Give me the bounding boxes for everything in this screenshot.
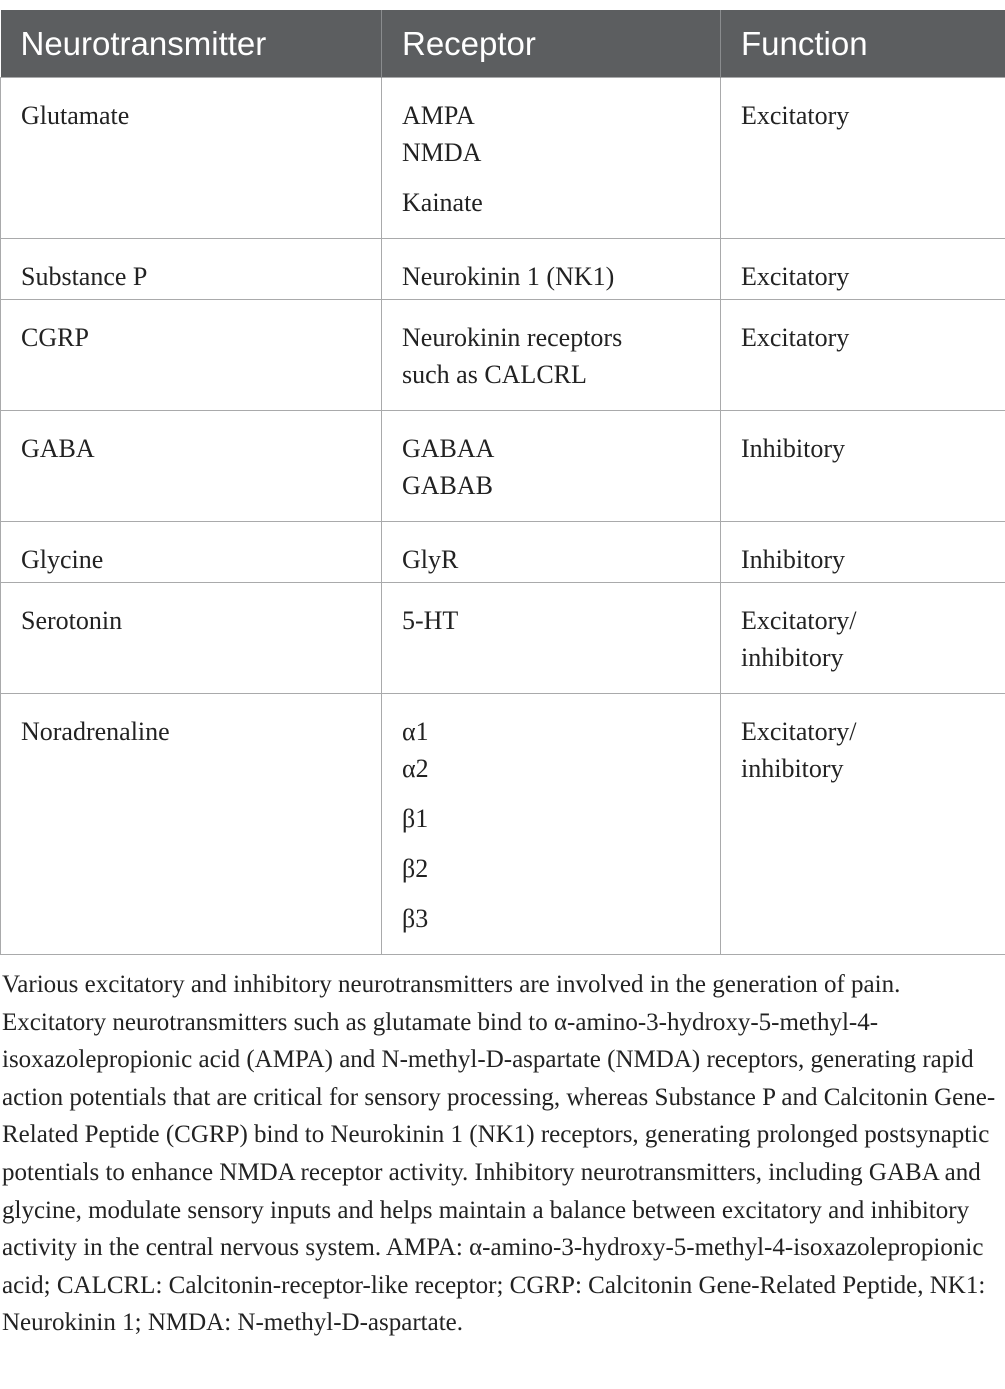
cell-neurotransmitter	[1, 522, 382, 583]
neurotransmitter-name: Glutamate	[21, 101, 130, 130]
table-body	[1, 78, 1005, 955]
receptor-name: β3	[402, 904, 429, 933]
receptor-name: AMPA	[402, 101, 475, 130]
cell-function	[721, 300, 1005, 411]
cell-function	[721, 583, 1005, 694]
header-row	[1, 10, 1005, 78]
cell-neurotransmitter	[1, 300, 382, 411]
receptor-name: such as CALCRL	[402, 360, 587, 389]
table-row	[1, 522, 1005, 583]
receptor-name: GABAA	[402, 434, 495, 463]
receptor-name: Kainate	[402, 188, 483, 217]
header-function: Function	[721, 10, 1005, 78]
cell-receptor	[382, 78, 721, 239]
cell-neurotransmitter	[1, 694, 382, 955]
table-row	[1, 411, 1005, 522]
neurotransmitter-name: GABA	[21, 434, 95, 463]
function-text: inhibitory	[741, 754, 844, 783]
cell-receptor	[382, 522, 721, 583]
neurotransmitter-name: CGRP	[21, 323, 89, 352]
cell-function	[721, 411, 1005, 522]
header-receptor: Receptor	[382, 10, 721, 78]
cell-function	[721, 239, 1005, 300]
function-text: Inhibitory	[741, 545, 845, 574]
cell-neurotransmitter	[1, 239, 382, 300]
receptor-name: GABAB	[402, 471, 494, 500]
neurotransmitter-name: Noradrenaline	[21, 717, 170, 746]
cell-function	[721, 694, 1005, 955]
cell-receptor	[382, 583, 721, 694]
cell-neurotransmitter	[1, 411, 382, 522]
function-text: Excitatory	[741, 323, 850, 352]
cell-neurotransmitter	[1, 583, 382, 694]
table-row	[1, 239, 1005, 300]
table-row	[1, 78, 1005, 239]
cell-function	[721, 522, 1005, 583]
cell-receptor	[382, 300, 721, 411]
cell-neurotransmitter	[1, 78, 382, 239]
neurotransmitter-name: Serotonin	[21, 606, 123, 635]
neurotransmitter-table	[0, 10, 1005, 955]
cell-receptor	[382, 239, 721, 300]
table-header	[1, 10, 1005, 78]
receptor-name: β1	[402, 804, 429, 833]
function-text: Excitatory/	[741, 606, 857, 635]
receptor-name: α1	[402, 717, 429, 746]
receptor-name: 5-HT	[402, 606, 459, 635]
cell-receptor	[382, 694, 721, 955]
function-text: Inhibitory	[741, 434, 845, 463]
neurotransmitter-name: Substance P	[21, 262, 148, 291]
table-footnote: Various excitatory and inhibitory neurotransmitters are involved in the generation of pain. Excitatory neurotransmitters such as glutamate bind to α-amino-3-hydroxy-5-methyl-4-isoxazolepropionic acid (AMPA) and N-methyl-D-aspartate (NMDA) receptors, generating rapid action potentials that are critical for sensory processing, whereas Substance P and Calcitonin Gene-Related Peptide (CGRP) bind to Neurokinin 1 (NK1) receptors, generating prolonged postsynaptic potentials to enhance NMDA receptor activity. Inhibitory neurotransmitters, including GABA and glycine, modulate sensory inputs and helps maintain a balance between excitatory and inhibitory activity in the central nervous system. AMPA: α-amino-3-hydroxy-5-methyl-4-isoxazolepropionic acid; CALCRL: Calcitonin-receptor-like receptor; CGRP: Calcitonin Gene-Related Peptide, NK1: Neurokinin 1; NMDA: N-methyl-D-aspartate.	[2, 971, 996, 1337]
table-row	[1, 694, 1005, 955]
receptor-name: β2	[402, 854, 429, 883]
receptor-name: NMDA	[402, 138, 482, 167]
function-text: Excitatory	[741, 262, 850, 291]
function-text: Excitatory	[741, 101, 850, 130]
receptor-name: α2	[402, 754, 429, 783]
header-neurotransmitter: Neurotransmitter	[1, 10, 382, 78]
function-text: Excitatory/	[741, 717, 857, 746]
receptor-name: Neurokinin 1 (NK1)	[402, 262, 615, 291]
cell-receptor	[382, 411, 721, 522]
receptor-name: GlyR	[402, 545, 459, 574]
function-text: inhibitory	[741, 643, 844, 672]
table-row	[1, 583, 1005, 694]
receptor-name: Neurokinin receptors	[402, 323, 623, 352]
neurotransmitter-name: Glycine	[21, 545, 104, 574]
table-row	[1, 300, 1005, 411]
cell-function	[721, 78, 1005, 239]
